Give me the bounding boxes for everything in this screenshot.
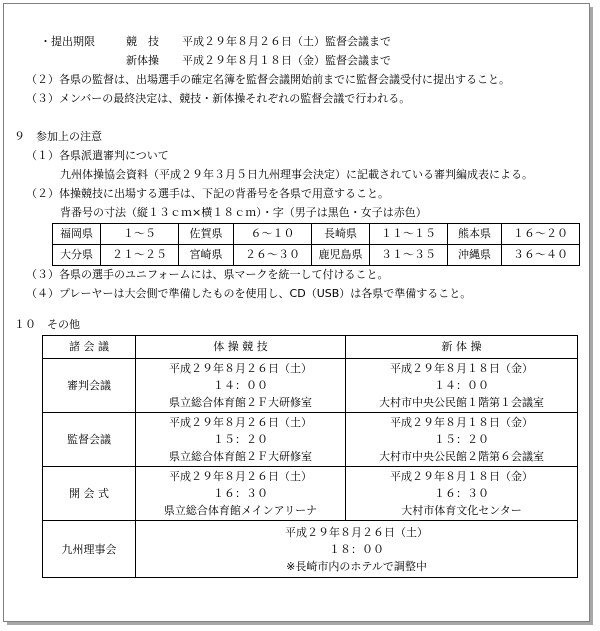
bib-range: ２１～２５ bbox=[101, 245, 179, 266]
section-9-item-1-detail: 九州体操協会資料（平成２９年３月５日九州理事会決定）に記載されている審判編成表による。 bbox=[60, 168, 533, 181]
meeting-name: 監督会議 bbox=[43, 413, 136, 467]
gymnastics-cell bbox=[136, 467, 346, 521]
gymnastics-cell bbox=[136, 359, 346, 413]
bib-range: ３６～４０ bbox=[502, 245, 580, 266]
date: 平成２９年８月１８日（金） bbox=[390, 416, 533, 429]
rhythmic-cell bbox=[346, 467, 578, 521]
date: 平成２９年８月２６日（土） bbox=[169, 362, 312, 375]
venue: 大村市中央公民館１階第１会議室 bbox=[379, 396, 544, 409]
header-gymnastics: 体 操 競 技 bbox=[136, 336, 346, 359]
table-row bbox=[53, 224, 580, 245]
time: １６：３０ bbox=[213, 487, 268, 500]
venue: 大村市体育文化センター bbox=[401, 504, 522, 517]
table-row-judges-meeting bbox=[43, 359, 578, 413]
bib-range: ３１～３５ bbox=[370, 245, 448, 266]
bib-size-note: 背番号の寸法（縦１３ｃｍ×横１８ｃｍ）・字（男子は黒色・女子は赤色） bbox=[60, 206, 427, 219]
section-9-heading: ９ 参加上の注意 bbox=[14, 130, 102, 143]
meeting-name: 審判会議 bbox=[43, 359, 136, 413]
bib-range: １１～１５ bbox=[370, 224, 448, 245]
bib-prefecture: 鹿児島県 bbox=[312, 245, 370, 266]
gymnastics-cell bbox=[136, 413, 346, 467]
date: 平成２９年８月２６日（土） bbox=[169, 416, 312, 429]
bib-range: ６～１０ bbox=[234, 224, 312, 245]
item-2-manager-roster: （２）各県の監督は、出場選手の確定名簿を監督会議開始前までに監督会議受付に提出すること。 bbox=[26, 73, 510, 86]
meeting-name: 九州理事会 bbox=[43, 521, 136, 578]
deadline-text-gymnastics: 平成２９年８月２６日（土）監督会議まで bbox=[182, 35, 391, 48]
bib-prefecture: 福岡県 bbox=[53, 224, 101, 245]
time: １５：２０ bbox=[213, 433, 268, 446]
deadline-label-gymnastics: 競 技 bbox=[126, 35, 159, 48]
bib-prefecture: 長崎県 bbox=[312, 224, 370, 245]
bib-prefecture: 熊本県 bbox=[448, 224, 502, 245]
time: １４：００ bbox=[213, 379, 268, 392]
section-9-item-1: （１）各県派遣審判について bbox=[26, 149, 169, 162]
table-row-kyushu-board bbox=[43, 521, 578, 578]
bib-prefecture: 佐賀県 bbox=[179, 224, 234, 245]
deadline-text-rhythmic: 平成２９年８月１８日（金）監督会議まで bbox=[182, 54, 391, 67]
time: １８：００ bbox=[329, 542, 384, 556]
date: 平成２９年８月１８日（金） bbox=[390, 470, 533, 483]
date: 平成２９年８月２６日（土） bbox=[169, 470, 312, 483]
bib-range: １６～２０ bbox=[502, 224, 580, 245]
venue: 県立総合体育館２Ｆ大研修室 bbox=[169, 396, 312, 409]
date: 平成２９年８月１８日（金） bbox=[390, 362, 533, 375]
meetings-table bbox=[42, 335, 578, 578]
bib-prefecture: 宮崎県 bbox=[179, 245, 234, 266]
board-cell bbox=[136, 521, 578, 578]
table-row-managers-meeting bbox=[43, 413, 578, 467]
deadline-label-rhythmic: 新体操 bbox=[126, 54, 159, 67]
section-9-item-4: （４）プレーヤーは大会側で準備したものを使用し、CD（USB）は各県で準備すること。 bbox=[26, 287, 472, 300]
table-row bbox=[53, 245, 580, 266]
section-10-heading: １０ その他 bbox=[14, 318, 80, 331]
section-9-item-2: （２）体操競技に出場する選手は、下記の背番号を各県で用意すること。 bbox=[26, 187, 389, 200]
item-3-member-decision: （３）メンバーの最終決定は、競技・新体操それぞれの監督会議で行われる。 bbox=[26, 92, 411, 105]
bib-prefecture: 沖縄県 bbox=[448, 245, 502, 266]
venue: 大村市中央公民館２階第６会議室 bbox=[379, 450, 544, 463]
meeting-name: 開 会 式 bbox=[43, 467, 136, 521]
table-header-row bbox=[43, 336, 578, 359]
time: １５：２０ bbox=[434, 433, 489, 446]
bib-range: ２６～３０ bbox=[234, 245, 312, 266]
deadline-bullet: ・提出期限 bbox=[40, 35, 95, 48]
bib-prefecture: 大分県 bbox=[53, 245, 101, 266]
time: １６：３０ bbox=[434, 487, 489, 500]
header-rhythmic: 新 体 操 bbox=[346, 336, 578, 359]
venue: 県立総合体育館２Ｆ大研修室 bbox=[169, 450, 312, 463]
venue: 県立総合体育館メインアリーナ bbox=[163, 504, 318, 517]
rhythmic-cell bbox=[346, 359, 578, 413]
time: １４：００ bbox=[434, 379, 489, 392]
venue-note: ※長崎市内のホテルで調整中 bbox=[286, 559, 427, 573]
date: 平成２９年８月２６日（土） bbox=[285, 525, 428, 539]
header-meetings: 諸 会 議 bbox=[43, 336, 136, 359]
bib-range: １～５ bbox=[101, 224, 179, 245]
rhythmic-cell bbox=[346, 413, 578, 467]
section-9-item-3: （３）各県の選手のユニフォームには、県マークを統一して付けること。 bbox=[26, 268, 389, 281]
table-row-opening-ceremony bbox=[43, 467, 578, 521]
bib-number-table bbox=[52, 223, 580, 266]
